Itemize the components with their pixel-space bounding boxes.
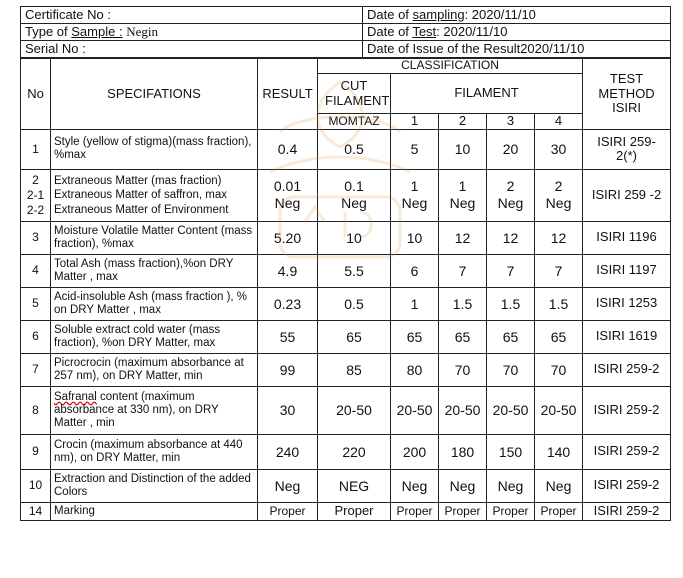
row-no: 4 bbox=[21, 254, 51, 287]
table-row bbox=[21, 386, 671, 434]
date-sampling-cell bbox=[363, 7, 671, 24]
row-momtaz: NEG bbox=[318, 469, 391, 502]
table-row bbox=[21, 221, 671, 254]
row-result: 240 bbox=[258, 434, 318, 469]
row-no: 5 bbox=[21, 287, 51, 320]
date-test-cell bbox=[363, 24, 671, 41]
row-spec: Soluble extract cold water (mass fraction), %on DRY Matter, max bbox=[51, 320, 258, 353]
row-spec-keyword: Safranal bbox=[54, 390, 97, 403]
row-momtaz: 10 bbox=[318, 221, 391, 254]
row-result: Neg bbox=[258, 469, 318, 502]
row-method: ISIRI 1197 bbox=[583, 254, 671, 287]
row-no: 3 bbox=[21, 221, 51, 254]
row-grade-1: Neg bbox=[391, 469, 439, 502]
sub-grade-4: 4 bbox=[535, 114, 583, 130]
row-grade-2 bbox=[439, 169, 487, 221]
row-spec: Crocin (maximum absorbance at 440 nm), on DRY Matter, min bbox=[51, 434, 258, 469]
row-result: 99 bbox=[258, 353, 318, 386]
table-row bbox=[21, 320, 671, 353]
header-row-3 bbox=[21, 41, 671, 58]
date-issue-label: Date of Issue of the Result bbox=[367, 40, 521, 56]
row-spec bbox=[51, 386, 258, 434]
table-row bbox=[21, 287, 671, 320]
row-grade-3: 1.5 bbox=[487, 287, 535, 320]
table-row bbox=[21, 169, 671, 221]
row-grade-3: 150 bbox=[487, 434, 535, 469]
sub-grade-2: 2 bbox=[439, 114, 487, 130]
row-result: 55 bbox=[258, 320, 318, 353]
row-spec: Style (yellow of stigma)(mass fraction), %max bbox=[51, 129, 258, 169]
row-grade-1: 20-50 bbox=[391, 386, 439, 434]
row-spec: Extraction and Distinction of the added Colors bbox=[51, 469, 258, 502]
row-spec: Total Ash (mass fraction),%on DRY Matter , max bbox=[51, 254, 258, 287]
row-momtaz-a: 0.1 bbox=[344, 177, 364, 194]
type-value: Negin bbox=[126, 23, 158, 39]
row-grade-3: 12 bbox=[487, 221, 535, 254]
row-no: 9 bbox=[21, 434, 51, 469]
row-spec: Picrocrocin (maximum absorbance at 257 nm), on DRY Matter, min bbox=[51, 353, 258, 386]
row-grade-2: 20-50 bbox=[439, 386, 487, 434]
row-grade-2: 10 bbox=[439, 129, 487, 169]
row-result: Proper bbox=[258, 502, 318, 520]
certificate-no-label: Certificate No : bbox=[25, 6, 111, 22]
serial-no-cell bbox=[21, 41, 363, 58]
row-grade-4: 70 bbox=[535, 353, 583, 386]
row-grade-1: 5 bbox=[391, 129, 439, 169]
row-grade-1: 6 bbox=[391, 254, 439, 287]
row-spec-a: Extraneous Matter (mas fraction) bbox=[54, 174, 222, 187]
row-grade-2: 180 bbox=[439, 434, 487, 469]
row-no-a: 2 bbox=[32, 172, 39, 187]
row-no: 14 bbox=[21, 502, 51, 520]
serial-no-label: Serial No : bbox=[25, 40, 86, 56]
date-issue-value: 2020/11/10 bbox=[520, 40, 585, 56]
row-no bbox=[21, 169, 51, 221]
row-grade-4: 1.5 bbox=[535, 287, 583, 320]
table-row bbox=[21, 129, 671, 169]
row-spec-c: Extraneous Matter of Environment bbox=[54, 203, 229, 216]
row-grade-2: 70 bbox=[439, 353, 487, 386]
table-row bbox=[21, 469, 671, 502]
row-grade-4-b: Neg bbox=[545, 195, 572, 212]
header-table bbox=[20, 6, 671, 58]
table-row bbox=[21, 434, 671, 469]
row-grade-4: 65 bbox=[535, 320, 583, 353]
row-momtaz-b: Neg bbox=[341, 195, 367, 212]
row-grade-4: 30 bbox=[535, 129, 583, 169]
row-no: 10 bbox=[21, 469, 51, 502]
row-result: 0.23 bbox=[258, 287, 318, 320]
row-grade-3 bbox=[487, 169, 535, 221]
table-row bbox=[21, 353, 671, 386]
row-grade-4 bbox=[535, 169, 583, 221]
row-grade-4: Neg bbox=[535, 469, 583, 502]
type-sample-cell bbox=[21, 24, 363, 41]
row-grade-3: 65 bbox=[487, 320, 535, 353]
header-row-2 bbox=[21, 24, 671, 41]
row-method: ISIRI 1619 bbox=[583, 320, 671, 353]
col-classification-header: CLASSIFICATION bbox=[318, 59, 583, 74]
row-grade-4: Proper bbox=[535, 502, 583, 520]
row-result-a: 0.01 bbox=[273, 177, 302, 194]
head-row-1 bbox=[21, 59, 671, 74]
test-method-label: TEST METHOD ISIRI bbox=[598, 70, 655, 116]
row-method: ISIRI 259-2 bbox=[583, 502, 671, 520]
row-method: ISIRI 259 -2 bbox=[583, 169, 671, 221]
row-result bbox=[258, 169, 318, 221]
row-momtaz bbox=[318, 169, 391, 221]
row-spec-rest: content (maximum absorbance at 330 nm), on DRY Matter , min bbox=[54, 390, 219, 430]
specifications-table bbox=[20, 58, 671, 521]
row-grade-3-a: 2 bbox=[506, 177, 515, 194]
row-result: 5.20 bbox=[258, 221, 318, 254]
cut-filament-label: CUT FILAMENT bbox=[325, 77, 390, 108]
row-method: ISIRI 1253 bbox=[583, 287, 671, 320]
row-grade-1 bbox=[391, 169, 439, 221]
row-momtaz: 0.5 bbox=[318, 287, 391, 320]
row-result: 4.9 bbox=[258, 254, 318, 287]
col-test-method-header bbox=[583, 59, 671, 130]
row-grade-2: 7 bbox=[439, 254, 487, 287]
row-grade-1-b: Neg bbox=[401, 195, 428, 212]
row-momtaz: 0.5 bbox=[318, 129, 391, 169]
row-grade-1: 200 bbox=[391, 434, 439, 469]
date-sampling-word: sampling bbox=[412, 6, 465, 22]
row-momtaz: 5.5 bbox=[318, 254, 391, 287]
row-spec: Marking bbox=[51, 502, 258, 520]
row-grade-4: 7 bbox=[535, 254, 583, 287]
row-grade-4: 140 bbox=[535, 434, 583, 469]
row-no: 1 bbox=[21, 129, 51, 169]
row-grade-4: 12 bbox=[535, 221, 583, 254]
row-spec-b: Extraneous Matter of saffron, max bbox=[54, 189, 228, 202]
row-grade-1-a: 1 bbox=[410, 177, 419, 194]
date-sampling-label: Date of bbox=[367, 6, 409, 22]
date-sampling-value: : 2020/11/10 bbox=[464, 6, 536, 22]
row-grade-2: 65 bbox=[439, 320, 487, 353]
row-no: 7 bbox=[21, 353, 51, 386]
date-test-word: Test bbox=[412, 23, 437, 39]
row-grade-3: 70 bbox=[487, 353, 535, 386]
row-grade-2-a: 1 bbox=[458, 177, 467, 194]
row-method: ISIRI 259-2 bbox=[583, 469, 671, 502]
row-momtaz: 220 bbox=[318, 434, 391, 469]
type-label: Type of bbox=[25, 23, 68, 39]
col-spec-header: SPECIFATIONS bbox=[51, 59, 258, 130]
row-method: ISIRI 1196 bbox=[583, 221, 671, 254]
row-result-b: Neg bbox=[274, 195, 301, 212]
type-sample-label: Sample : bbox=[71, 23, 123, 39]
row-momtaz: 20-50 bbox=[318, 386, 391, 434]
col-cut-filament-header bbox=[318, 74, 391, 114]
row-momtaz: 85 bbox=[318, 353, 391, 386]
row-grade-1: 80 bbox=[391, 353, 439, 386]
row-grade-4: 20-50 bbox=[535, 386, 583, 434]
row-grade-3: 20 bbox=[487, 129, 535, 169]
row-momtaz: 65 bbox=[318, 320, 391, 353]
row-method bbox=[583, 129, 671, 169]
row-method: ISIRI 259-2 bbox=[583, 386, 671, 434]
sub-grade-1: 1 bbox=[391, 114, 439, 130]
row-grade-3: 7 bbox=[487, 254, 535, 287]
row-grade-3: Proper bbox=[487, 502, 535, 520]
table-row bbox=[21, 502, 671, 520]
row-no: 8 bbox=[21, 386, 51, 434]
date-test-value: : 2020/11/10 bbox=[436, 23, 508, 39]
row-grade-3-b: Neg bbox=[497, 195, 524, 212]
row-grade-1: 10 bbox=[391, 221, 439, 254]
row-result: 0.4 bbox=[258, 129, 318, 169]
certificate-no-cell bbox=[21, 7, 363, 24]
row-no-c: 2-2 bbox=[26, 202, 45, 217]
row-method-text: ISIRI 259-2(*) bbox=[597, 133, 656, 164]
row-grade-1: 1 bbox=[391, 287, 439, 320]
row-spec: Moisture Volatile Matter Content (mass fraction), %max bbox=[51, 221, 258, 254]
row-grade-1: Proper bbox=[391, 502, 439, 520]
header-row-1 bbox=[21, 7, 671, 24]
row-method: ISIRI 259-2 bbox=[583, 353, 671, 386]
date-issue-cell bbox=[363, 41, 671, 58]
row-grade-1: 65 bbox=[391, 320, 439, 353]
row-grade-2: 12 bbox=[439, 221, 487, 254]
row-grade-2-b: Neg bbox=[449, 195, 476, 212]
row-grade-3: Neg bbox=[487, 469, 535, 502]
sub-momtaz: MOMTAZ bbox=[318, 114, 391, 130]
table-row bbox=[21, 254, 671, 287]
row-grade-3: 20-50 bbox=[487, 386, 535, 434]
row-spec: Acid-insoluble Ash (mass fraction ), % on DRY Matter , max bbox=[51, 287, 258, 320]
col-no-header: No bbox=[21, 59, 51, 130]
row-momtaz: Proper bbox=[318, 502, 391, 520]
certificate-sheet bbox=[20, 6, 670, 521]
row-spec bbox=[51, 169, 258, 221]
row-no-b: 2-1 bbox=[26, 187, 45, 202]
col-filament-header: FILAMENT bbox=[391, 74, 583, 114]
col-result-header: RESULT bbox=[258, 59, 318, 130]
sub-grade-3: 3 bbox=[487, 114, 535, 130]
row-grade-2: 1.5 bbox=[439, 287, 487, 320]
row-grade-2: Neg bbox=[439, 469, 487, 502]
row-result: 30 bbox=[258, 386, 318, 434]
row-grade-4-a: 2 bbox=[554, 177, 563, 194]
date-test-label: Date of bbox=[367, 23, 409, 39]
row-no: 6 bbox=[21, 320, 51, 353]
row-method: ISIRI 259-2 bbox=[583, 434, 671, 469]
row-grade-2: Proper bbox=[439, 502, 487, 520]
